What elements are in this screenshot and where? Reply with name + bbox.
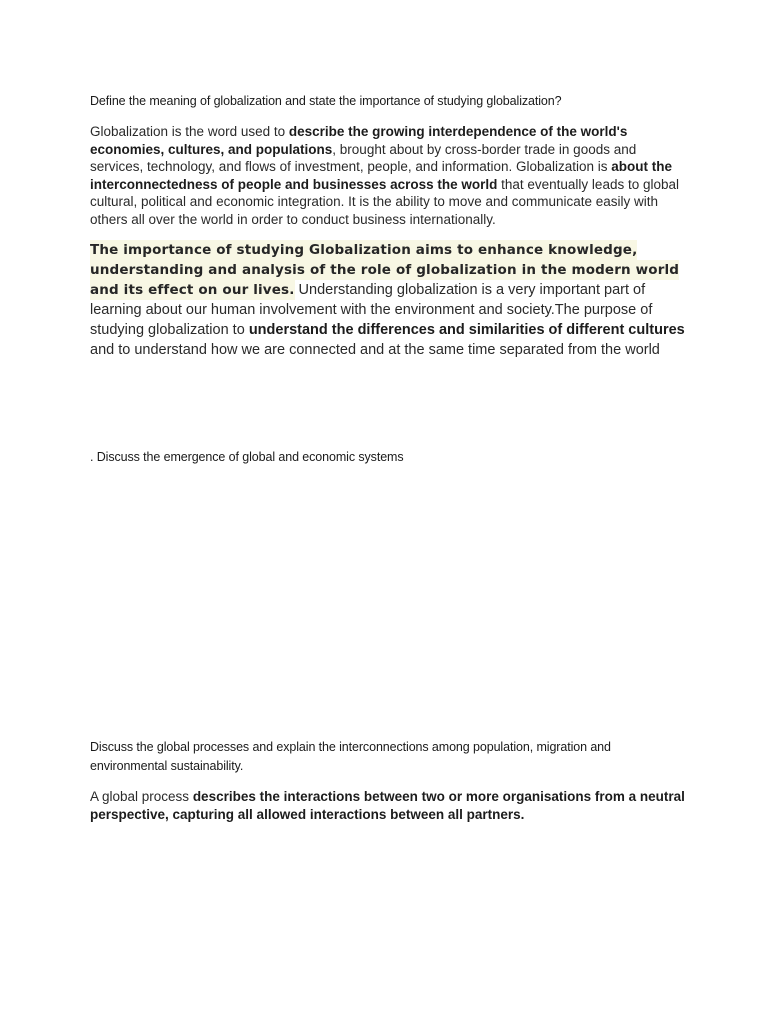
answer-1-text-3: that eventually leads to global cultural, political and economic integration. It is the ability to move and communicate easily with others all over the world in order to conduct business internationally. xyxy=(90,176,679,227)
answer-1-text-2: , brought about by cross-border trade in goods and services, technology, and flows of investment, people, and information. Globalization is xyxy=(90,141,637,174)
answer-1-bold-2: about the interconnectedness of people and businesses across the world xyxy=(90,159,673,192)
question-3: Discuss the global processes and explain the interconnections among population, migration and environmental sustainability. xyxy=(90,740,611,773)
answer-1-paragraph xyxy=(90,123,690,228)
highlighted-importance-text: The importance of studying Globalization aims to enhance knowledge, understanding and analysis of the role of globalization in the modern world and its effect on our lives. xyxy=(90,242,680,298)
answer-3-bold-1: describes the interactions between two or more organisations from a neutral perspective, capturing all allowed interactions between all partners. xyxy=(90,789,685,822)
answer-2-bold-1: understand the differences and similarities of different cultures xyxy=(248,322,685,338)
question-1: Define the meaning of globalization and state the importance of studying globalization? xyxy=(90,94,562,108)
question-2: . Discuss the emergence of global and economic systems xyxy=(90,450,404,464)
answer-2-text-1: Understanding globalization is a very important part of learning about our human involvement with the environment and society.The purpose of studying globalization to xyxy=(90,282,653,338)
answer-1-text-1: Globalization is the word used to xyxy=(90,124,289,139)
answer-3-paragraph xyxy=(90,788,690,824)
answer-1-bold-1: describe the growing interdependence of the world's economies, cultures, and populations xyxy=(90,124,628,157)
answer-2-paragraph xyxy=(90,240,690,360)
answer-3-text-1: A global process xyxy=(90,789,193,804)
answer-2-text-2: and to understand how we are connected and at the same time separated from the world xyxy=(90,342,660,358)
